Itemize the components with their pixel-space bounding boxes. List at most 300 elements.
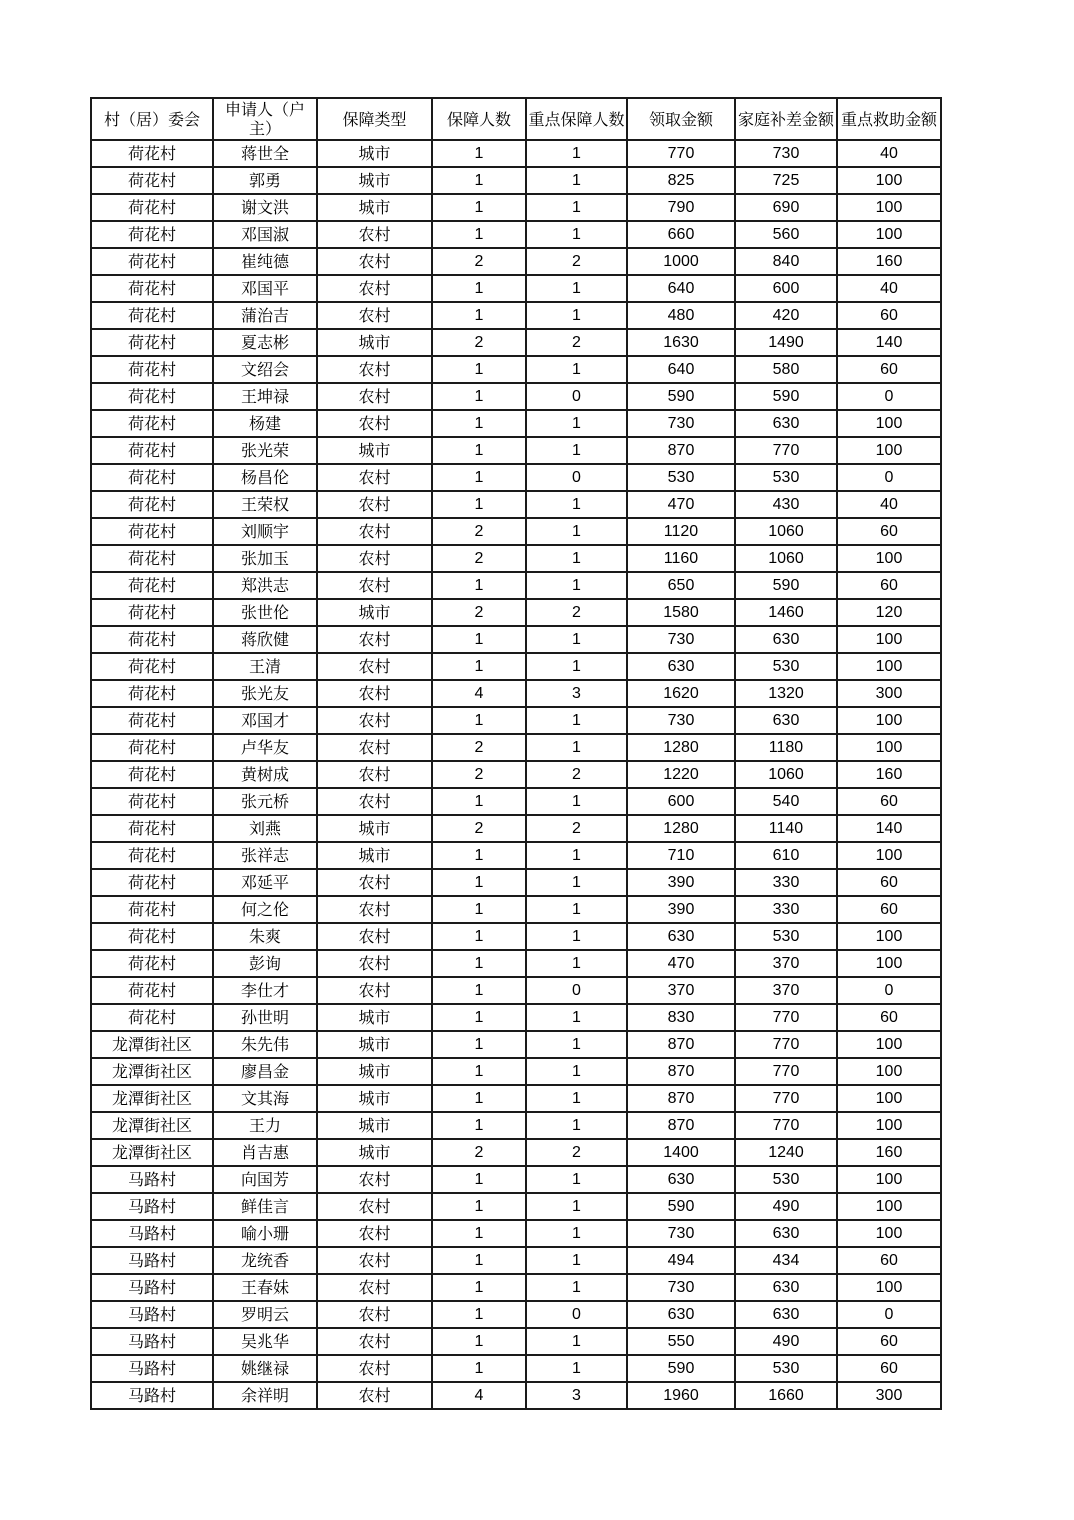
cell-family-subsidy: 434 xyxy=(735,1247,837,1274)
cell-committee: 荷花村 xyxy=(91,518,213,545)
cell-family-subsidy: 770 xyxy=(735,1031,837,1058)
cell-key-relief-amount: 40 xyxy=(837,140,941,167)
cell-applicant: 夏志彬 xyxy=(213,329,317,356)
cell-covered-persons: 2 xyxy=(432,248,526,275)
cell-key-relief-amount: 100 xyxy=(837,1274,941,1301)
cell-covered-persons: 2 xyxy=(432,1139,526,1166)
cell-assistance-type: 农村 xyxy=(317,545,432,572)
cell-applicant: 王荣权 xyxy=(213,491,317,518)
cell-key-covered-persons: 1 xyxy=(526,1274,627,1301)
table-row xyxy=(91,437,941,464)
cell-covered-persons: 4 xyxy=(432,680,526,707)
table-row xyxy=(91,1166,941,1193)
cell-committee: 马路村 xyxy=(91,1193,213,1220)
table-row xyxy=(91,1031,941,1058)
cell-amount-received: 600 xyxy=(627,788,735,815)
cell-family-subsidy: 770 xyxy=(735,1058,837,1085)
cell-family-subsidy: 1060 xyxy=(735,545,837,572)
cell-covered-persons: 1 xyxy=(432,572,526,599)
cell-key-covered-persons: 1 xyxy=(526,842,627,869)
cell-applicant: 邓国平 xyxy=(213,275,317,302)
cell-applicant: 杨建 xyxy=(213,410,317,437)
cell-amount-received: 1620 xyxy=(627,680,735,707)
cell-covered-persons: 1 xyxy=(432,1355,526,1382)
cell-amount-received: 630 xyxy=(627,1166,735,1193)
cell-covered-persons: 1 xyxy=(432,464,526,491)
cell-applicant: 彭询 xyxy=(213,950,317,977)
cell-key-relief-amount: 100 xyxy=(837,734,941,761)
cell-applicant: 崔纯德 xyxy=(213,248,317,275)
cell-applicant: 姚继禄 xyxy=(213,1355,317,1382)
cell-committee: 荷花村 xyxy=(91,572,213,599)
cell-family-subsidy: 490 xyxy=(735,1193,837,1220)
cell-family-subsidy: 420 xyxy=(735,302,837,329)
cell-key-relief-amount: 100 xyxy=(837,1058,941,1085)
table-row xyxy=(91,167,941,194)
cell-key-relief-amount: 100 xyxy=(837,1112,941,1139)
cell-assistance-type: 城市 xyxy=(317,167,432,194)
cell-applicant: 王清 xyxy=(213,653,317,680)
cell-key-relief-amount: 60 xyxy=(837,896,941,923)
cell-assistance-type: 城市 xyxy=(317,1031,432,1058)
cell-committee: 荷花村 xyxy=(91,1004,213,1031)
cell-assistance-type: 城市 xyxy=(317,599,432,626)
cell-amount-received: 870 xyxy=(627,1085,735,1112)
cell-family-subsidy: 1490 xyxy=(735,329,837,356)
cell-covered-persons: 1 xyxy=(432,1058,526,1085)
cell-assistance-type: 城市 xyxy=(317,437,432,464)
cell-committee: 马路村 xyxy=(91,1301,213,1328)
cell-applicant: 张光友 xyxy=(213,680,317,707)
cell-key-covered-persons: 2 xyxy=(526,599,627,626)
cell-committee: 荷花村 xyxy=(91,599,213,626)
cell-key-relief-amount: 60 xyxy=(837,1355,941,1382)
table-row xyxy=(91,1355,941,1382)
cell-family-subsidy: 630 xyxy=(735,1274,837,1301)
cell-committee: 荷花村 xyxy=(91,842,213,869)
cell-applicant: 谢文洪 xyxy=(213,194,317,221)
cell-covered-persons: 1 xyxy=(432,1220,526,1247)
cell-family-subsidy: 1060 xyxy=(735,518,837,545)
cell-covered-persons: 1 xyxy=(432,788,526,815)
table-body xyxy=(91,140,941,1409)
cell-committee: 龙潭街社区 xyxy=(91,1031,213,1058)
cell-assistance-type: 农村 xyxy=(317,1328,432,1355)
cell-amount-received: 1280 xyxy=(627,815,735,842)
cell-assistance-type: 农村 xyxy=(317,707,432,734)
cell-amount-received: 1120 xyxy=(627,518,735,545)
table-row xyxy=(91,950,941,977)
cell-applicant: 李仕才 xyxy=(213,977,317,1004)
cell-applicant: 朱爽 xyxy=(213,923,317,950)
cell-amount-received: 710 xyxy=(627,842,735,869)
cell-assistance-type: 农村 xyxy=(317,248,432,275)
cell-committee: 马路村 xyxy=(91,1220,213,1247)
cell-family-subsidy: 530 xyxy=(735,1166,837,1193)
table-row xyxy=(91,1220,941,1247)
cell-amount-received: 1960 xyxy=(627,1382,735,1409)
cell-committee: 马路村 xyxy=(91,1355,213,1382)
cell-key-covered-persons: 1 xyxy=(526,788,627,815)
cell-family-subsidy: 580 xyxy=(735,356,837,383)
table-row xyxy=(91,275,941,302)
cell-key-relief-amount: 0 xyxy=(837,383,941,410)
cell-covered-persons: 1 xyxy=(432,653,526,680)
cell-key-relief-amount: 100 xyxy=(837,707,941,734)
cell-amount-received: 390 xyxy=(627,869,735,896)
cell-assistance-type: 城市 xyxy=(317,194,432,221)
cell-amount-received: 770 xyxy=(627,140,735,167)
cell-key-covered-persons: 1 xyxy=(526,1031,627,1058)
cell-amount-received: 650 xyxy=(627,572,735,599)
cell-family-subsidy: 530 xyxy=(735,1355,837,1382)
cell-covered-persons: 1 xyxy=(432,1193,526,1220)
cell-applicant: 邓国淑 xyxy=(213,221,317,248)
cell-key-covered-persons: 1 xyxy=(526,572,627,599)
cell-assistance-type: 农村 xyxy=(317,464,432,491)
cell-covered-persons: 1 xyxy=(432,1031,526,1058)
cell-family-subsidy: 600 xyxy=(735,275,837,302)
cell-family-subsidy: 770 xyxy=(735,1004,837,1031)
cell-key-relief-amount: 60 xyxy=(837,572,941,599)
table-row xyxy=(91,140,941,167)
cell-committee: 荷花村 xyxy=(91,923,213,950)
cell-committee: 荷花村 xyxy=(91,626,213,653)
table-row xyxy=(91,329,941,356)
cell-amount-received: 870 xyxy=(627,437,735,464)
cell-committee: 荷花村 xyxy=(91,545,213,572)
cell-key-relief-amount: 0 xyxy=(837,1301,941,1328)
cell-key-covered-persons: 0 xyxy=(526,464,627,491)
cell-applicant: 朱先伟 xyxy=(213,1031,317,1058)
cell-assistance-type: 城市 xyxy=(317,842,432,869)
cell-key-relief-amount: 100 xyxy=(837,626,941,653)
cell-committee: 荷花村 xyxy=(91,464,213,491)
table-row xyxy=(91,815,941,842)
cell-key-covered-persons: 2 xyxy=(526,761,627,788)
cell-assistance-type: 农村 xyxy=(317,788,432,815)
cell-assistance-type: 农村 xyxy=(317,734,432,761)
cell-key-covered-persons: 1 xyxy=(526,1058,627,1085)
cell-covered-persons: 1 xyxy=(432,869,526,896)
cell-applicant: 杨昌伦 xyxy=(213,464,317,491)
cell-assistance-type: 农村 xyxy=(317,626,432,653)
cell-covered-persons: 1 xyxy=(432,842,526,869)
cell-key-covered-persons: 1 xyxy=(526,140,627,167)
cell-committee: 荷花村 xyxy=(91,275,213,302)
assistance-table xyxy=(90,97,942,1410)
table-row xyxy=(91,761,941,788)
cell-applicant: 蒋欣健 xyxy=(213,626,317,653)
cell-committee: 荷花村 xyxy=(91,383,213,410)
cell-key-covered-persons: 1 xyxy=(526,950,627,977)
cell-amount-received: 640 xyxy=(627,356,735,383)
cell-covered-persons: 1 xyxy=(432,950,526,977)
cell-committee: 龙潭街社区 xyxy=(91,1112,213,1139)
cell-amount-received: 590 xyxy=(627,1193,735,1220)
cell-amount-received: 825 xyxy=(627,167,735,194)
table-row xyxy=(91,599,941,626)
cell-committee: 荷花村 xyxy=(91,977,213,1004)
cell-key-relief-amount: 60 xyxy=(837,1328,941,1355)
cell-covered-persons: 2 xyxy=(432,518,526,545)
cell-assistance-type: 农村 xyxy=(317,1274,432,1301)
cell-key-relief-amount: 100 xyxy=(837,1085,941,1112)
cell-applicant: 何之伦 xyxy=(213,896,317,923)
cell-assistance-type: 城市 xyxy=(317,140,432,167)
cell-key-covered-persons: 1 xyxy=(526,869,627,896)
cell-assistance-type: 农村 xyxy=(317,1193,432,1220)
cell-covered-persons: 1 xyxy=(432,1247,526,1274)
table-row xyxy=(91,977,941,1004)
cell-key-covered-persons: 1 xyxy=(526,167,627,194)
table-row xyxy=(91,518,941,545)
cell-amount-received: 640 xyxy=(627,275,735,302)
table-row xyxy=(91,734,941,761)
cell-key-covered-persons: 1 xyxy=(526,491,627,518)
cell-key-relief-amount: 140 xyxy=(837,815,941,842)
cell-covered-persons: 1 xyxy=(432,410,526,437)
cell-assistance-type: 农村 xyxy=(317,950,432,977)
cell-family-subsidy: 530 xyxy=(735,464,837,491)
cell-family-subsidy: 370 xyxy=(735,950,837,977)
cell-covered-persons: 1 xyxy=(432,1112,526,1139)
cell-applicant: 郭勇 xyxy=(213,167,317,194)
cell-key-relief-amount: 300 xyxy=(837,680,941,707)
cell-assistance-type: 城市 xyxy=(317,1058,432,1085)
cell-covered-persons: 1 xyxy=(432,1274,526,1301)
table-row xyxy=(91,923,941,950)
cell-key-covered-persons: 1 xyxy=(526,275,627,302)
table-row xyxy=(91,788,941,815)
cell-applicant: 张世伦 xyxy=(213,599,317,626)
cell-key-relief-amount: 60 xyxy=(837,356,941,383)
cell-assistance-type: 农村 xyxy=(317,680,432,707)
cell-applicant: 张元桥 xyxy=(213,788,317,815)
cell-assistance-type: 城市 xyxy=(317,1139,432,1166)
cell-covered-persons: 2 xyxy=(432,761,526,788)
cell-assistance-type: 农村 xyxy=(317,923,432,950)
cell-key-covered-persons: 1 xyxy=(526,410,627,437)
cell-key-covered-persons: 1 xyxy=(526,626,627,653)
cell-covered-persons: 1 xyxy=(432,1004,526,1031)
cell-assistance-type: 农村 xyxy=(317,761,432,788)
cell-family-subsidy: 730 xyxy=(735,140,837,167)
cell-key-covered-persons: 1 xyxy=(526,1247,627,1274)
cell-assistance-type: 农村 xyxy=(317,977,432,1004)
cell-key-covered-persons: 1 xyxy=(526,734,627,761)
header-row xyxy=(91,98,941,140)
cell-assistance-type: 农村 xyxy=(317,1166,432,1193)
cell-amount-received: 1000 xyxy=(627,248,735,275)
cell-covered-persons: 1 xyxy=(432,194,526,221)
cell-applicant: 张光荣 xyxy=(213,437,317,464)
cell-amount-received: 730 xyxy=(627,1220,735,1247)
cell-assistance-type: 城市 xyxy=(317,1112,432,1139)
cell-amount-received: 730 xyxy=(627,1274,735,1301)
cell-key-relief-amount: 100 xyxy=(837,221,941,248)
cell-key-covered-persons: 1 xyxy=(526,1112,627,1139)
cell-key-relief-amount: 100 xyxy=(837,950,941,977)
cell-committee: 马路村 xyxy=(91,1328,213,1355)
cell-family-subsidy: 1240 xyxy=(735,1139,837,1166)
cell-amount-received: 730 xyxy=(627,707,735,734)
cell-covered-persons: 1 xyxy=(432,275,526,302)
cell-applicant: 刘燕 xyxy=(213,815,317,842)
cell-covered-persons: 1 xyxy=(432,302,526,329)
cell-family-subsidy: 590 xyxy=(735,383,837,410)
cell-key-covered-persons: 1 xyxy=(526,194,627,221)
cell-key-covered-persons: 1 xyxy=(526,545,627,572)
cell-family-subsidy: 770 xyxy=(735,437,837,464)
table-row xyxy=(91,1193,941,1220)
cell-key-covered-persons: 1 xyxy=(526,221,627,248)
cell-applicant: 肖吉惠 xyxy=(213,1139,317,1166)
cell-key-relief-amount: 60 xyxy=(837,869,941,896)
cell-covered-persons: 1 xyxy=(432,1328,526,1355)
table-row xyxy=(91,842,941,869)
table-header xyxy=(91,98,941,140)
cell-amount-received: 480 xyxy=(627,302,735,329)
cell-assistance-type: 农村 xyxy=(317,896,432,923)
cell-family-subsidy: 770 xyxy=(735,1112,837,1139)
cell-committee: 荷花村 xyxy=(91,788,213,815)
cell-amount-received: 870 xyxy=(627,1031,735,1058)
cell-key-relief-amount: 60 xyxy=(837,302,941,329)
table-row xyxy=(91,1382,941,1409)
column-header-assistance-type: 保障类型 xyxy=(317,98,432,140)
cell-key-relief-amount: 100 xyxy=(837,1031,941,1058)
cell-key-covered-persons: 1 xyxy=(526,437,627,464)
cell-key-relief-amount: 140 xyxy=(837,329,941,356)
cell-committee: 马路村 xyxy=(91,1166,213,1193)
cell-key-covered-persons: 0 xyxy=(526,383,627,410)
cell-key-relief-amount: 60 xyxy=(837,788,941,815)
table-row xyxy=(91,1058,941,1085)
cell-key-relief-amount: 100 xyxy=(837,545,941,572)
cell-covered-persons: 1 xyxy=(432,626,526,653)
cell-key-covered-persons: 1 xyxy=(526,1004,627,1031)
cell-family-subsidy: 370 xyxy=(735,977,837,1004)
cell-key-relief-amount: 160 xyxy=(837,248,941,275)
cell-amount-received: 730 xyxy=(627,410,735,437)
cell-committee: 荷花村 xyxy=(91,680,213,707)
cell-covered-persons: 1 xyxy=(432,383,526,410)
cell-covered-persons: 1 xyxy=(432,167,526,194)
cell-applicant: 张祥志 xyxy=(213,842,317,869)
cell-key-covered-persons: 1 xyxy=(526,923,627,950)
cell-applicant: 郑洪志 xyxy=(213,572,317,599)
cell-assistance-type: 城市 xyxy=(317,1085,432,1112)
cell-committee: 荷花村 xyxy=(91,491,213,518)
cell-assistance-type: 农村 xyxy=(317,275,432,302)
cell-key-covered-persons: 1 xyxy=(526,1085,627,1112)
cell-covered-persons: 1 xyxy=(432,1301,526,1328)
cell-key-covered-persons: 1 xyxy=(526,1220,627,1247)
cell-key-covered-persons: 3 xyxy=(526,680,627,707)
table-row xyxy=(91,1328,941,1355)
cell-family-subsidy: 1460 xyxy=(735,599,837,626)
cell-family-subsidy: 540 xyxy=(735,788,837,815)
cell-amount-received: 790 xyxy=(627,194,735,221)
cell-applicant: 文其海 xyxy=(213,1085,317,1112)
cell-covered-persons: 4 xyxy=(432,1382,526,1409)
cell-family-subsidy: 630 xyxy=(735,626,837,653)
cell-assistance-type: 农村 xyxy=(317,1382,432,1409)
cell-key-relief-amount: 100 xyxy=(837,1193,941,1220)
cell-committee: 荷花村 xyxy=(91,815,213,842)
cell-assistance-type: 农村 xyxy=(317,356,432,383)
cell-amount-received: 660 xyxy=(627,221,735,248)
cell-key-relief-amount: 100 xyxy=(837,842,941,869)
cell-key-relief-amount: 0 xyxy=(837,977,941,1004)
cell-amount-received: 470 xyxy=(627,491,735,518)
cell-covered-persons: 2 xyxy=(432,545,526,572)
cell-assistance-type: 农村 xyxy=(317,1301,432,1328)
cell-family-subsidy: 690 xyxy=(735,194,837,221)
cell-assistance-type: 农村 xyxy=(317,572,432,599)
cell-committee: 荷花村 xyxy=(91,356,213,383)
cell-amount-received: 630 xyxy=(627,1301,735,1328)
cell-applicant: 邓延平 xyxy=(213,869,317,896)
cell-assistance-type: 农村 xyxy=(317,518,432,545)
cell-covered-persons: 1 xyxy=(432,356,526,383)
cell-family-subsidy: 840 xyxy=(735,248,837,275)
cell-amount-received: 494 xyxy=(627,1247,735,1274)
cell-amount-received: 830 xyxy=(627,1004,735,1031)
column-header-key-covered-persons: 重点保障人数 xyxy=(526,98,627,140)
table-row xyxy=(91,464,941,491)
cell-family-subsidy: 530 xyxy=(735,653,837,680)
cell-key-covered-persons: 1 xyxy=(526,356,627,383)
cell-committee: 荷花村 xyxy=(91,707,213,734)
cell-covered-persons: 2 xyxy=(432,734,526,761)
table-row xyxy=(91,1085,941,1112)
cell-applicant: 蒋世全 xyxy=(213,140,317,167)
table-row xyxy=(91,221,941,248)
cell-applicant: 余祥明 xyxy=(213,1382,317,1409)
cell-assistance-type: 城市 xyxy=(317,815,432,842)
cell-committee: 荷花村 xyxy=(91,869,213,896)
cell-committee: 马路村 xyxy=(91,1382,213,1409)
cell-key-covered-persons: 0 xyxy=(526,977,627,1004)
cell-committee: 荷花村 xyxy=(91,167,213,194)
cell-applicant: 王坤禄 xyxy=(213,383,317,410)
column-header-applicant: 申请人（户主） xyxy=(213,98,317,140)
cell-applicant: 罗明云 xyxy=(213,1301,317,1328)
cell-key-relief-amount: 100 xyxy=(837,923,941,950)
column-header-committee: 村（居）委会 xyxy=(91,98,213,140)
cell-assistance-type: 农村 xyxy=(317,653,432,680)
cell-assistance-type: 城市 xyxy=(317,1004,432,1031)
cell-amount-received: 1400 xyxy=(627,1139,735,1166)
cell-family-subsidy: 530 xyxy=(735,923,837,950)
cell-family-subsidy: 560 xyxy=(735,221,837,248)
cell-assistance-type: 农村 xyxy=(317,1220,432,1247)
cell-committee: 荷花村 xyxy=(91,734,213,761)
cell-key-covered-persons: 1 xyxy=(526,1328,627,1355)
cell-applicant: 张加玉 xyxy=(213,545,317,572)
cell-key-covered-persons: 1 xyxy=(526,707,627,734)
table-row xyxy=(91,869,941,896)
cell-applicant: 孙世明 xyxy=(213,1004,317,1031)
cell-key-relief-amount: 100 xyxy=(837,410,941,437)
cell-family-subsidy: 610 xyxy=(735,842,837,869)
cell-applicant: 刘顺宇 xyxy=(213,518,317,545)
cell-covered-persons: 1 xyxy=(432,896,526,923)
cell-covered-persons: 1 xyxy=(432,1085,526,1112)
cell-key-covered-persons: 1 xyxy=(526,302,627,329)
